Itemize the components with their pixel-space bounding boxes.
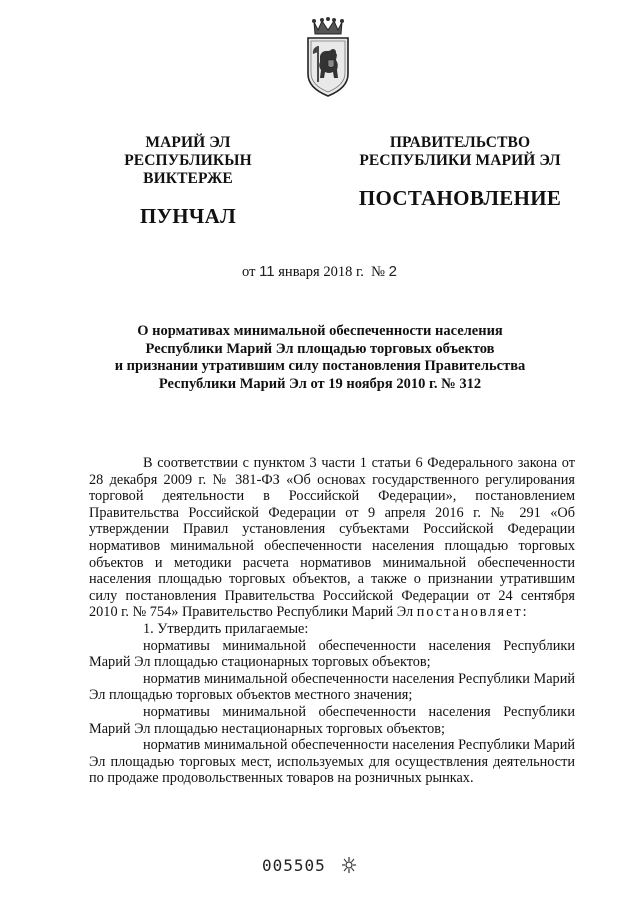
document-title — [100, 323, 540, 393]
title-line-1: О нормативах минимальной обеспеченности населения — [137, 323, 503, 339]
title-line-4: Республики Марий Эл от 19 ноября 2010 г. № 312 — [158, 375, 482, 392]
header-left-line2: ВИКТЕРЖЕ — [143, 170, 233, 187]
document-number: 2 — [388, 263, 397, 280]
item-1-b: норматив минимальной обеспеченности населения Республики Марий Эл площадью торговых объектов местного значения; — [89, 670, 575, 704]
title-line-3: и признании утратившим силу постановления Правительства — [114, 358, 526, 374]
preamble-paragraph — [89, 455, 575, 621]
item-1-c: нормативы минимальной обеспеченности населения Республики Марий Эл площадью нестационарных торговых объектов; — [89, 703, 575, 737]
item-1-d: норматив минимальной обеспеченности населения Республики Марий Эл площадью торговых мест, используемых для осуществления деятельности по продаже продовольственных товаров на розничных рынках. — [89, 737, 575, 787]
header-right-doc-type: ПОСТАНОВЛЕНИЕ — [358, 186, 562, 210]
header-right-line1: ПРАВИТЕЛЬСТВО — [389, 134, 531, 151]
footer-serial-number: 005505 — [262, 856, 326, 875]
decree-word: постановляет: — [416, 604, 529, 621]
date-prefix: от — [242, 264, 256, 280]
header-left-line1: МАРИЙ ЭЛ РЕСПУБЛИКЫН — [124, 134, 252, 169]
header-left-block — [86, 134, 290, 228]
document-date-line — [0, 263, 639, 281]
title-line-2: Республики Марий Эл площадью торговых объектов — [145, 340, 495, 357]
header-left-doc-type: ПУНЧАЛ — [139, 204, 237, 228]
date-day: 11 — [259, 263, 275, 280]
header-right-line2: РЕСПУБЛИКИ МАРИЙ ЭЛ — [359, 152, 561, 169]
item-1: 1. Утвердить прилагаемые: — [143, 620, 309, 637]
ornament-mark-icon — [341, 856, 357, 874]
document-body — [89, 455, 575, 787]
header-right-block — [354, 134, 566, 210]
date-month-year: января 2018 г. — [278, 264, 364, 280]
number-sign: № — [371, 264, 385, 280]
preamble-text: В соответствии с пунктом 3 части 1 статьи 6 Федерального закона от 28 декабря 2009 г. № 381-ФЗ «Об основах государственного регулирования торговой деятельности в Российской Федерации», постановлением Правительства Российской Федерации от 9 апреля 2016 г. № 291 «Об утверждении Правил установления субъектами Российской Федерации нормативов минимальной обеспеченности населения площадью торговых объектов и методики расчета нормативов минимальной обеспеченности населения площадью торговых объектов, а также о признании утратившим силу постановления Правительства Российской Федерации от 24 сентября 2010 г. № 754» Правительство Республики Марий Эл — [89, 455, 575, 621]
coat-of-arms-icon — [302, 16, 354, 98]
item-1-a: нормативы минимальной обеспеченности населения Республики Марий Эл площадью стационарных торговых объектов; — [89, 637, 575, 671]
